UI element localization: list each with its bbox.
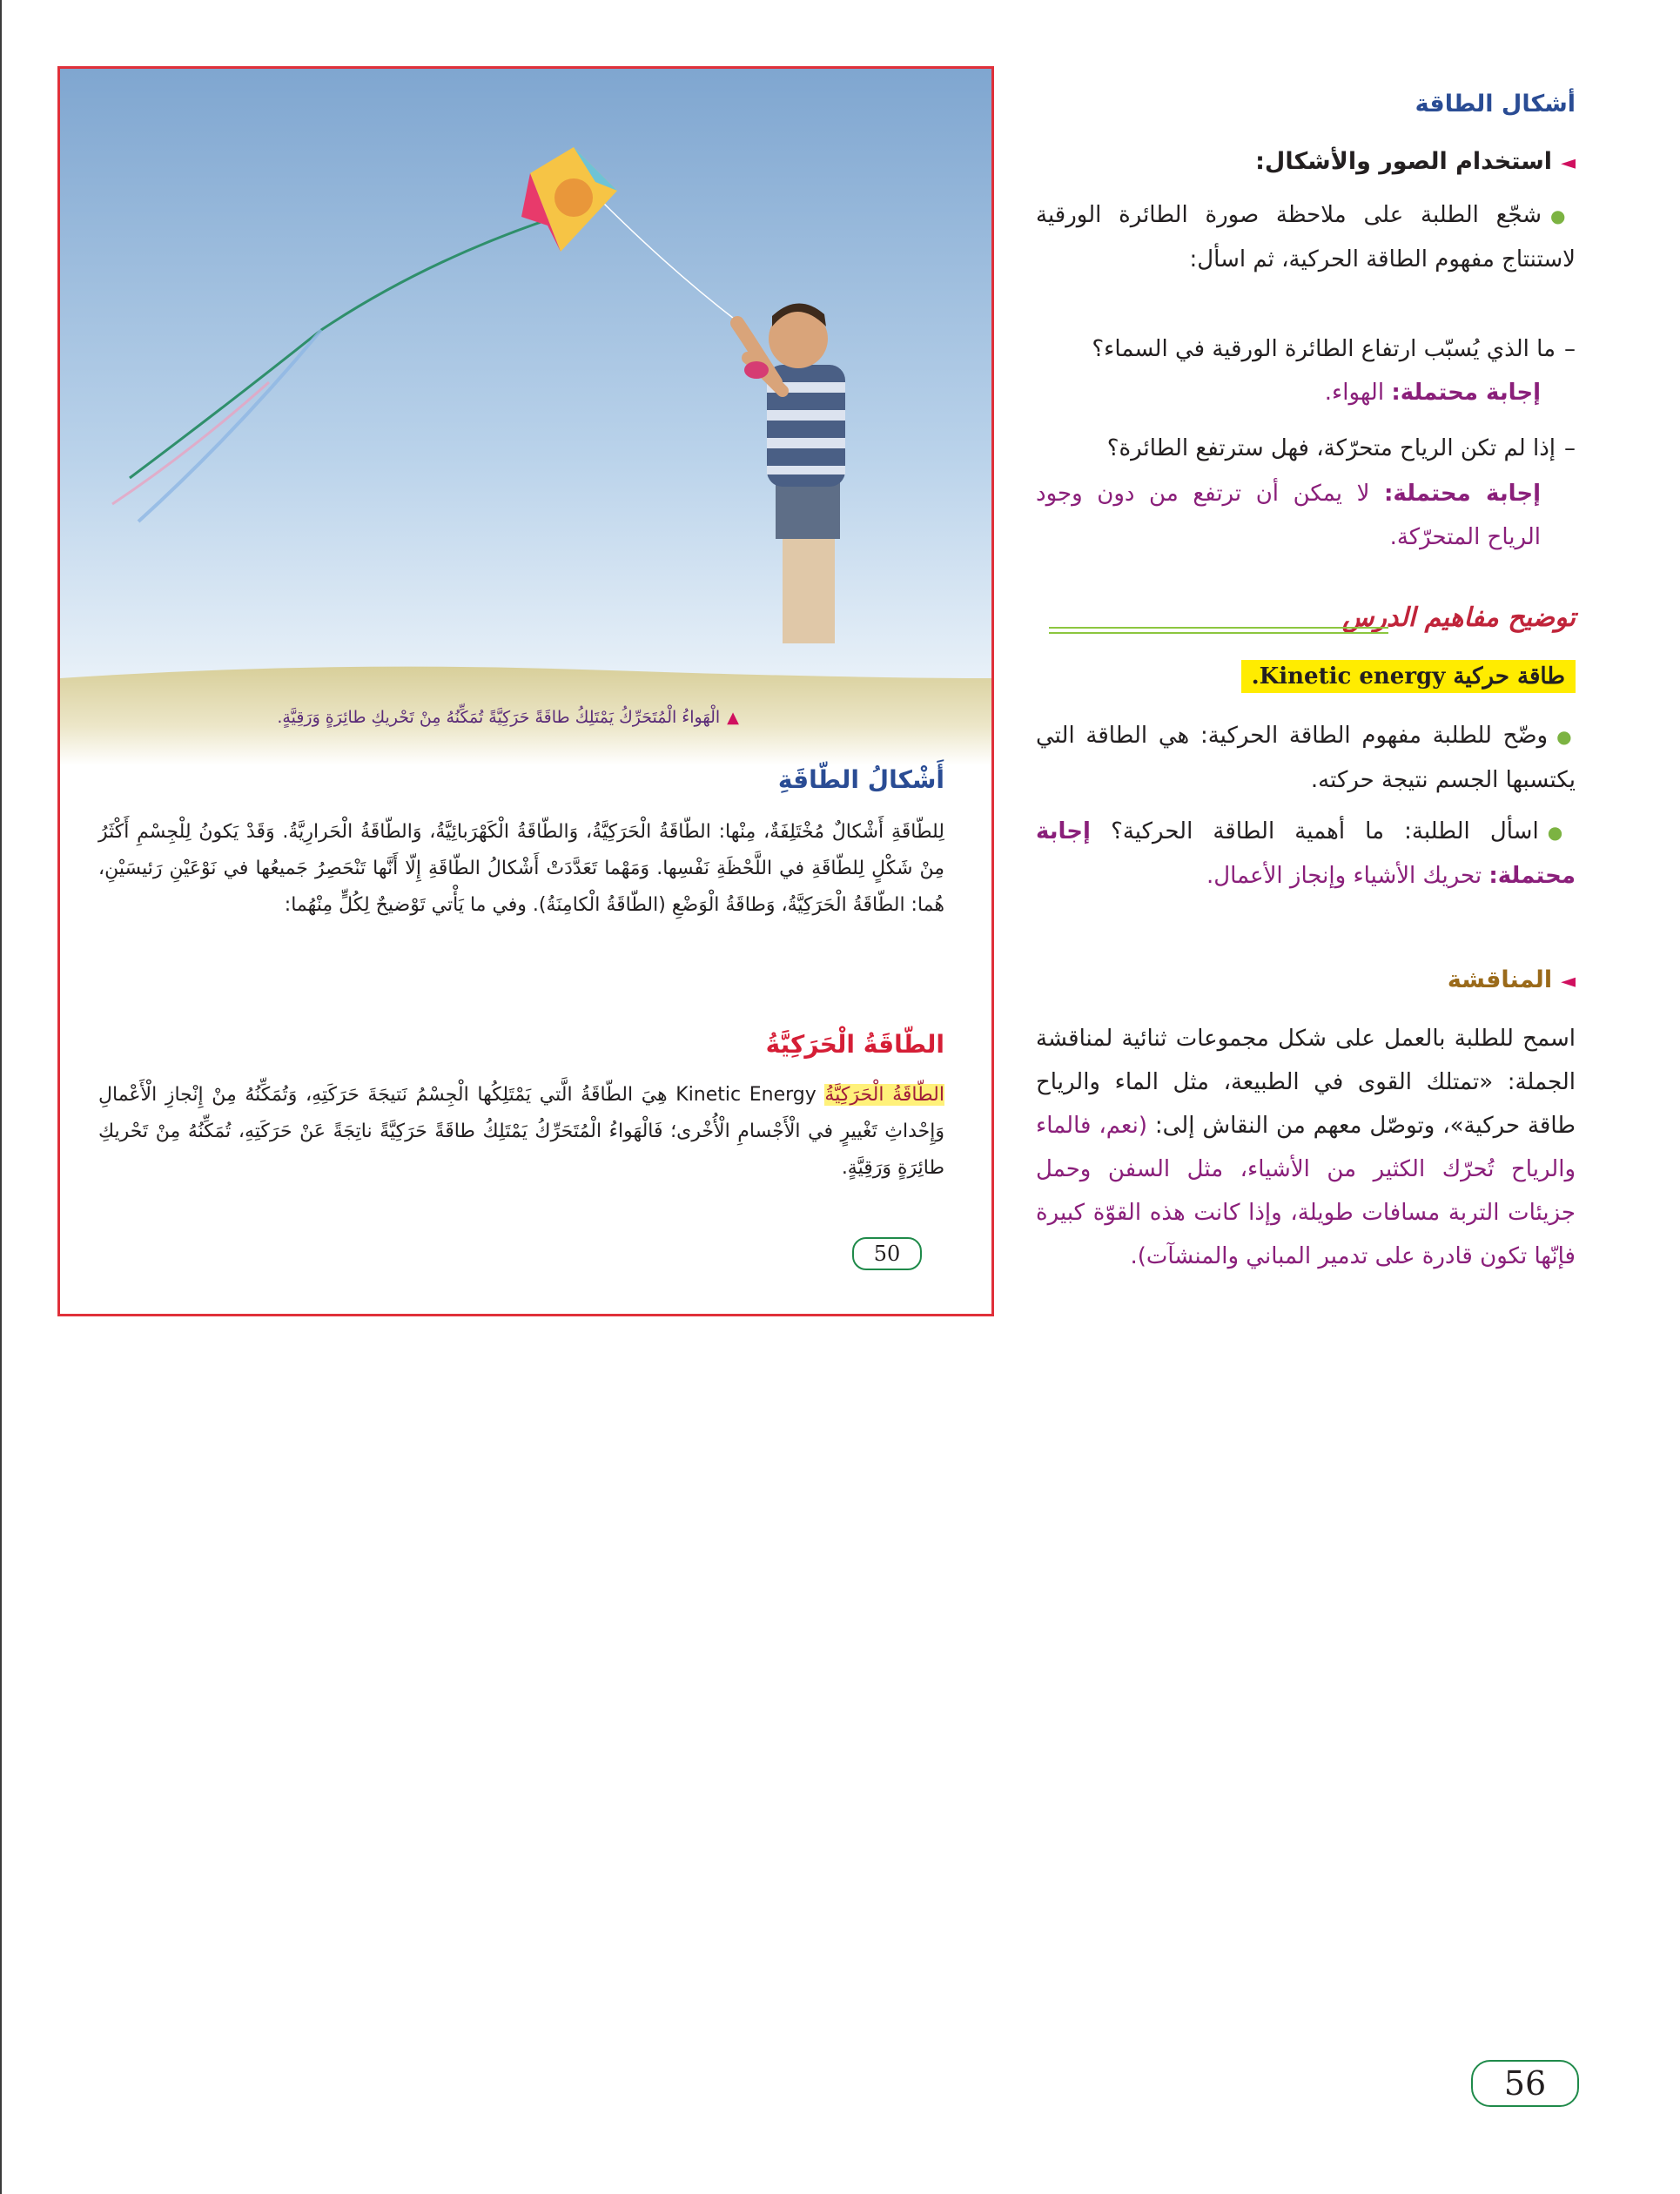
question-2-text: إذا لم تكن الرياح متحرّكة، فهل سترتفع الطائرة؟ (1106, 435, 1556, 461)
photo-caption (277, 708, 739, 727)
images-instruction-text: شجّع الطلبة على ملاحظة صورة الطائرة الورقية لاستنتاج مفهوم الطاقة الحركية، ثم اسأل: (1036, 202, 1576, 273)
concepts-divider (1049, 627, 1388, 634)
dash-icon: – (1564, 336, 1576, 362)
concepts-section-title: توضيح مفاهيم الدرس (1341, 602, 1576, 633)
ask-text: اسأل الطلبة: ما أهمية الطاقة الحركية؟ (1090, 818, 1539, 845)
ask-answer-text: تحريك الأشياء وإنجاز الأعمال. (1206, 863, 1489, 889)
caption-text: الْهَواءُ الْمُتَحَرِّكُ يَمْتَلِكُ طاقَةً حَرَكِيَّةً تُمَكِّنُهُ مِنْ تَحْريكِ طائِرَةٍ وَرَقِيَّةٍ. (277, 708, 721, 727)
caption-triangle-icon: ▲ (727, 709, 739, 727)
heading-triangle-icon: ◄ (1561, 971, 1576, 993)
question-1-text: ما الذي يُسبّب ارتفاع الطائرة الورقية في السماء؟ (1092, 336, 1556, 362)
guide-page-number: 56 (1471, 2060, 1579, 2107)
kite-photo (60, 69, 991, 765)
answer-1 (1036, 371, 1576, 414)
answer-1-text: الهواء. (1324, 380, 1392, 406)
ask-item (1036, 810, 1576, 898)
question-1 (1036, 327, 1576, 371)
ask-answer-label: إجابة محتملة: (1036, 818, 1576, 889)
book-heading-energy-forms: أَشْكالُ الطّاقَةِ (777, 765, 944, 794)
images-heading-text: استخدام الصور والأشكال: (1255, 148, 1553, 175)
answer-2 (1036, 472, 1576, 559)
highlighted-term: الطّاقَةُ الْحَرَكِيَّةُ (824, 1084, 944, 1106)
images-instruction (1036, 193, 1576, 281)
discussion-paragraph (1036, 1017, 1576, 1278)
images-heading (1036, 148, 1576, 175)
answer-2-text: لا يمكن أن ترتفع من دون وجود الرياح المتحرّكة. (1036, 481, 1541, 550)
heading-triangle-icon: ◄ (1561, 152, 1576, 174)
book-heading-kinetic-energy: الطّاقَةُ الْحَرَكِيَّةُ (765, 1030, 944, 1059)
bullet-icon: ● (1556, 726, 1576, 747)
page-edge-line (0, 0, 2, 2194)
explain-item (1036, 714, 1576, 802)
student-book-page (57, 66, 994, 1316)
bullet-icon: ● (1550, 205, 1576, 226)
question-2 (1036, 427, 1576, 470)
discussion-text: اسمح للطلبة بالعمل على شكل مجموعات ثنائية لمناقشة الجملة: «تمتلك القوى في الطبيعة، مثل الماء والرياح طاقة حركية»، وتوصّل معهم من النقاش إلى: (1036, 1026, 1576, 1139)
dash-icon: – (1564, 435, 1576, 461)
book-page-number: 50 (852, 1237, 922, 1270)
bullet-icon: ● (1547, 822, 1576, 843)
book-paragraph-kinetic-energy (98, 1077, 944, 1187)
discussion-heading-text: المناقشة (1447, 966, 1553, 993)
answer-2-label: إجابة محتملة: (1384, 481, 1542, 507)
kinetic-term-box: طاقة حركية Kinetic energy. (1241, 660, 1576, 693)
discussion-answer: (نعم، فالماء والرياح تُحرّك الكثير من الأشياء، مثل السفن وحمل جزيئات التربة مسافات طويلة، وإذا كانت هذه القوّة كبيرة فإنّها تكون قادرة على تدمير المباني والمنشآت). (1036, 1113, 1576, 1269)
answer-1-label: إجابة محتملة: (1391, 380, 1541, 406)
guide-section-title: أشكال الطاقة (1415, 91, 1576, 118)
book-paragraph-energy-forms: لِلطّاقَةِ أَشْكالٌ مُخْتَلِفَةٌ، مِنْها: الطّاقَةُ الْحَرَكِيَّةُ، وَالطّاقَةُ الْكَهْرَبائِيَّةُ، وَالطّاقَةُ الْحَرارِيَّةُ. وَقَدْ يَكونُ لِلْجِسْمِ أَكْثَرُ مِنْ شَكْلٍ لِلطّاقَةِ في اللَّحْظَةِ نَفْسِها. وَمَهْما تَعَدَّدَتْ أَشْكالُ الطّاقَةِ إِلّا أَنَّها تَنْحَصِرُ جَميعُها في نَوْعَيْنِ رَئيسَيْنِ، هُما: الطّاقَةُ الْحَرَكِيَّةُ، وَطاقَةُ الْوَضْعِ (الطّاقَةُ الْكامِنَةُ). وفي ما يَأْتي تَوْضيحٌ لِكُلٍّ مِنْهُما: (98, 821, 944, 916)
kinetic-definition-text: Kinetic Energy هِيَ الطّاقَةُ الَّتي يَمْتَلِكُها الْجِسْمُ نَتيجَةَ حَرَكَتِهِ، وَتُمَكِّنُهُ مِنْ إِنْجازِ الْأَعْمالِ وَإِحْداثِ تَغْييرٍ في الْأَجْسامِ الْأُخْرى؛ فَالْهَواءُ الْمُتَحَرِّكُ يَمْتَلِكُ طاقَةً حَرَكِيَّةً ناتِجَةً عَنْ حَرَكَتِهِ، تُمَكِّنُهُ مِنْ تَحْريكِ طائِرَةٍ وَرَقِيَّةٍ. (98, 1084, 944, 1179)
explain-text: وضّح للطلبة مفهوم الطاقة الحركية: هي الطاقة التي يكتسبها الجسم نتيجة حركته. (1036, 723, 1576, 793)
discussion-heading (1036, 966, 1576, 993)
